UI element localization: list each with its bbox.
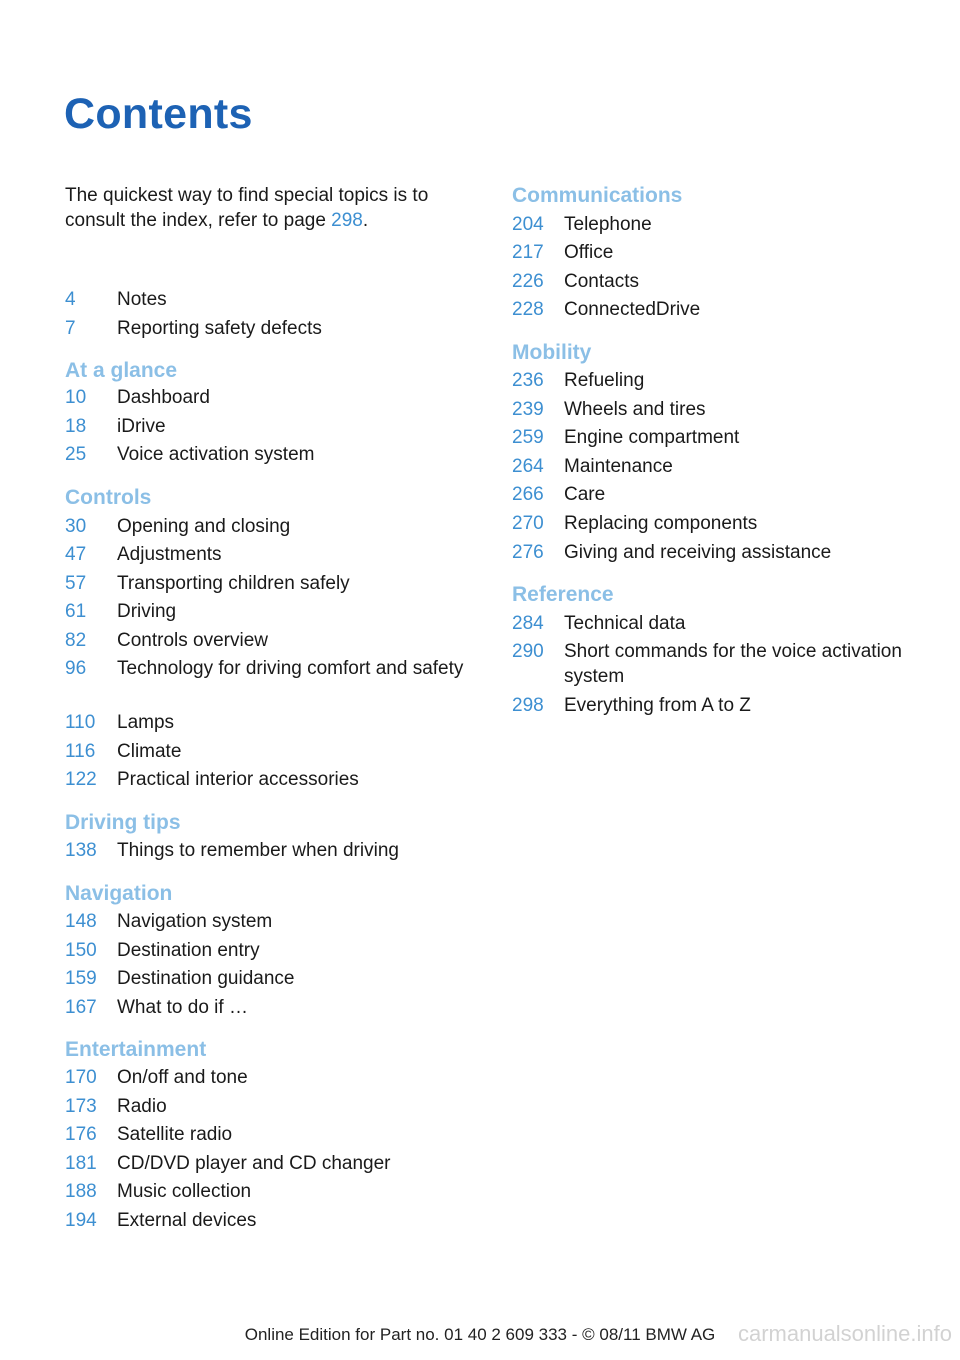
section-heading-driving-tips: Driving tips: [65, 811, 181, 834]
toc-entry-label[interactable]: Short commands for the voice activation system: [564, 641, 902, 687]
toc-entry[interactable]: [65, 599, 477, 624]
toc-page-number[interactable]: 181: [65, 1153, 97, 1174]
toc-entry-label[interactable]: External devices: [117, 1210, 257, 1231]
section-heading-controls: Controls: [65, 486, 152, 509]
toc-page-number[interactable]: 270: [512, 513, 544, 534]
toc-entry-label[interactable]: Technology for driving comfort and safety: [117, 658, 464, 679]
toc-entry[interactable]: [65, 710, 477, 735]
toc-entry-label[interactable]: Everything from A to Z: [564, 695, 751, 716]
toc-page-number[interactable]: 264: [512, 456, 544, 477]
toc-entry-label[interactable]: Practical interior accessories: [117, 769, 359, 790]
toc-entry-label[interactable]: Maintenance: [564, 456, 673, 477]
toc-entry[interactable]: [65, 966, 477, 991]
toc-entry-label[interactable]: Driving: [117, 601, 177, 622]
toc-page-number[interactable]: 188: [65, 1181, 97, 1202]
toc-entry-label[interactable]: CD/DVD player and CD changer: [117, 1153, 391, 1174]
toc-page-number[interactable]: 217: [512, 242, 544, 263]
toc-page-number[interactable]: 7: [65, 318, 76, 339]
toc-entry-label[interactable]: Engine compartment: [564, 427, 740, 448]
toc-entry-label[interactable]: Telephone: [564, 214, 652, 235]
toc-entry-label[interactable]: Destination guidance: [117, 968, 295, 989]
toc-page-number[interactable]: 138: [65, 840, 97, 861]
toc-entry-label[interactable]: Controls overview: [117, 630, 268, 651]
toc-entry[interactable]: [512, 297, 932, 322]
toc-entry[interactable]: [512, 639, 932, 689]
toc-page-number[interactable]: 159: [65, 968, 97, 989]
toc-page-number[interactable]: 110: [65, 712, 96, 733]
toc-entry-label[interactable]: What to do if …: [117, 997, 248, 1018]
toc-page-number[interactable]: 226: [512, 271, 544, 292]
toc-entry[interactable]: [65, 571, 477, 596]
toc-entry-label[interactable]: Lamps: [117, 712, 175, 733]
toc-page-number[interactable]: 148: [65, 911, 97, 932]
toc-page-number[interactable]: 30: [65, 516, 87, 537]
intro-end: .: [362, 210, 369, 231]
toc-entry[interactable]: [65, 287, 477, 312]
toc-entry[interactable]: [65, 656, 477, 681]
index-page-link[interactable]: 298: [331, 210, 363, 231]
toc-entry[interactable]: [512, 482, 932, 507]
toc-entry-label[interactable]: Destination entry: [117, 940, 260, 961]
toc-entry-label[interactable]: Music collection: [117, 1181, 252, 1202]
toc-entry[interactable]: [65, 385, 477, 410]
toc-entry[interactable]: [65, 628, 477, 653]
toc-entry-label[interactable]: Wheels and tires: [564, 399, 706, 420]
section-heading-navigation: Navigation: [65, 882, 173, 905]
section-heading-entertainment: Entertainment: [65, 1038, 207, 1061]
toc-entry[interactable]: [65, 739, 477, 764]
toc-page-number[interactable]: 204: [512, 214, 544, 235]
toc-page-number[interactable]: 82: [65, 630, 87, 651]
toc-entry-label[interactable]: Adjustments: [117, 544, 222, 565]
toc-entry-label[interactable]: Navigation system: [117, 911, 273, 932]
toc-page-number[interactable]: 284: [512, 613, 544, 634]
toc-entry-label[interactable]: ConnectedDrive: [564, 299, 701, 320]
toc-page-number[interactable]: 236: [512, 370, 544, 391]
toc-entry[interactable]: [512, 425, 932, 450]
toc-page-number[interactable]: 116: [65, 741, 96, 762]
toc-entry[interactable]: [65, 1094, 477, 1119]
toc-entry[interactable]: [65, 838, 477, 863]
toc-page-number[interactable]: 298: [512, 695, 544, 716]
toc-entry-label[interactable]: Opening and closing: [117, 516, 291, 537]
toc-page-number[interactable]: 259: [512, 427, 544, 448]
toc-page-number[interactable]: 170: [65, 1067, 97, 1088]
toc-page-number[interactable]: 167: [65, 997, 97, 1018]
toc-entry-label[interactable]: Voice activation system: [117, 444, 315, 465]
toc-entry[interactable]: [512, 269, 932, 294]
toc-entry[interactable]: [512, 454, 932, 479]
toc-page-number[interactable]: 25: [65, 444, 87, 465]
toc-entry-label[interactable]: Climate: [117, 741, 182, 762]
toc-entry[interactable]: [65, 767, 477, 792]
toc-entry-label[interactable]: Radio: [117, 1096, 167, 1117]
toc-entry-label[interactable]: iDrive: [117, 416, 166, 437]
toc-page-number[interactable]: 176: [65, 1124, 97, 1145]
toc-entry[interactable]: [65, 995, 477, 1020]
toc-entry[interactable]: [512, 611, 932, 636]
toc-entry[interactable]: [65, 1122, 477, 1147]
intro-text: The quickest way to find special topics is to consult the index, refer to page: [65, 185, 429, 231]
toc-entry[interactable]: [65, 1208, 477, 1233]
toc-page-number[interactable]: 290: [512, 641, 544, 662]
toc-page-number[interactable]: 10: [65, 387, 87, 408]
toc-page-number[interactable]: 4: [65, 289, 76, 310]
toc-page-number[interactable]: 239: [512, 399, 544, 420]
toc-entry[interactable]: [65, 414, 477, 439]
toc-entry-label[interactable]: Notes: [117, 289, 167, 310]
toc-entry-label[interactable]: Office: [564, 242, 614, 263]
toc-entry-label[interactable]: Replacing components: [564, 513, 758, 534]
toc-entry-label[interactable]: Contacts: [564, 271, 639, 292]
toc-entry-label[interactable]: Care: [564, 484, 606, 505]
toc-page-number[interactable]: 61: [65, 601, 87, 622]
toc-entry[interactable]: [65, 1065, 477, 1090]
toc-page-number[interactable]: 150: [65, 940, 97, 961]
toc-entry-label[interactable]: Dashboard: [117, 387, 210, 408]
intro-paragraph: [65, 183, 465, 233]
toc-entry[interactable]: [65, 514, 477, 539]
toc-entry[interactable]: [512, 368, 932, 393]
section-heading-mobility: Mobility: [512, 341, 592, 364]
section-heading-at-a-glance: At a glance: [65, 359, 178, 382]
toc-page-number[interactable]: 57: [65, 573, 87, 594]
section-heading-reference: Reference: [512, 583, 614, 606]
toc-entry-label[interactable]: On/off and tone: [117, 1067, 248, 1088]
section-heading-communications: Communications: [512, 184, 683, 207]
watermark: carmanualsonline.info: [737, 1321, 952, 1346]
toc-entry-label[interactable]: Satellite radio: [117, 1124, 233, 1145]
toc-entry[interactable]: [512, 397, 932, 422]
toc-page-number[interactable]: 122: [65, 769, 97, 790]
toc-entry-label[interactable]: Technical data: [564, 613, 686, 634]
toc-page-number[interactable]: 96: [65, 658, 87, 679]
page-title: Contents: [64, 90, 253, 138]
toc-entry-label[interactable]: Reporting safety defects: [117, 318, 322, 339]
toc-page-number[interactable]: 173: [65, 1096, 97, 1117]
toc-entry[interactable]: [65, 938, 477, 963]
toc-entry[interactable]: [512, 212, 932, 237]
toc-entry[interactable]: [65, 909, 477, 934]
toc-page-number[interactable]: 266: [512, 484, 544, 505]
toc-entry[interactable]: [65, 1179, 477, 1204]
toc-entry[interactable]: [65, 542, 477, 567]
toc-page-number[interactable]: 194: [65, 1210, 97, 1231]
toc-entry[interactable]: [512, 511, 932, 536]
toc-entry-label[interactable]: Giving and receiving assistance: [564, 542, 832, 563]
toc-entry-label[interactable]: Transporting children safely: [117, 573, 350, 594]
toc-entry[interactable]: [65, 1151, 477, 1176]
toc-entry-label[interactable]: Refueling: [564, 370, 645, 391]
toc-entry[interactable]: [512, 240, 932, 265]
toc-entry-label[interactable]: Things to remember when driving: [117, 840, 399, 861]
toc-page-number[interactable]: 228: [512, 299, 544, 320]
toc-entry[interactable]: [65, 316, 477, 341]
footer-edition-text: Online Edition for Part no. 01 40 2 609 333 - © 08/11 BMW AG: [244, 1325, 716, 1344]
toc-page-number[interactable]: 18: [65, 416, 87, 437]
toc-page-number[interactable]: 47: [65, 544, 87, 565]
toc-entry[interactable]: [512, 540, 932, 565]
toc-entry[interactable]: [65, 442, 477, 467]
toc-page-number[interactable]: 276: [512, 542, 544, 563]
toc-entry[interactable]: [512, 693, 932, 718]
